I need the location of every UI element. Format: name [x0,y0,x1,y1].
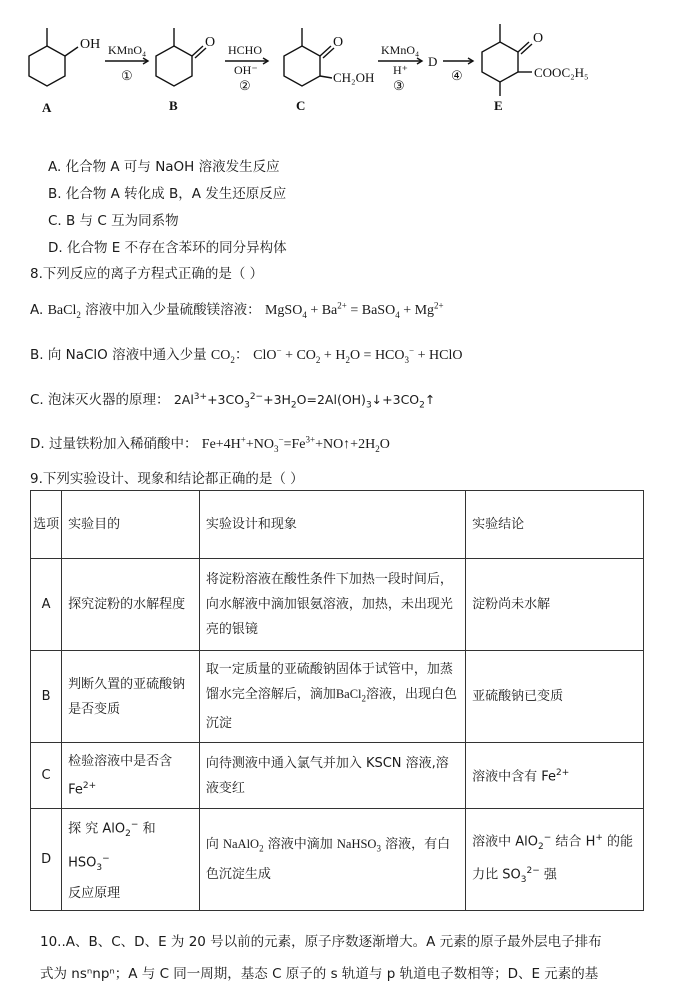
compound-b-structure [156,28,206,86]
table-row [31,559,644,651]
row-b-option: B [31,651,62,743]
q10-line-2: 式为 nsⁿnpⁿ；A 与 C 同一周期，基态 C 原子的 s 轨道与 p 轨道电子数相等；D、E 元素的基 [40,966,599,982]
row-b-purpose: 判断久置的亚硫酸钠是否变质 [62,651,200,743]
q8-b-prefix: B. 向 NaClO 溶液中通入少量 [30,347,207,363]
group-o-e: O [533,31,544,46]
row-a-design: 将淀粉溶液在酸性条件下加热一段时间后，向水解液中滴加银氨溶液，加热，未出现光亮的银镜 [199,559,465,651]
arrow2-reagent-bottom: OH⁻ [234,63,258,77]
compound-a-structure [29,28,78,86]
arrow2-reagent-top: HCHO [228,43,263,57]
table-row [31,809,644,911]
row-b-conclusion: 亚硫酸钠已变质 [466,651,644,743]
q8-stem: 8.下列反应的离子方程式正确的是（ ） [30,266,264,282]
arrow3-reagent-top: KMnO₄ [381,43,420,57]
q7-option-d: D. 化合物 E 不存在含苯环的同分异构体 [48,240,287,256]
q10-line-1: 10..A、B、C、D、E 为 20 号以前的元素，原子序数逐渐增大。A 元素的原子最外层电子排布 [40,934,602,950]
arrow3-step: ③ [393,78,405,93]
q9-stem: 9.下列实验设计、现象和结论都正确的是（ ） [30,471,304,487]
group-cooc2h5: COOC₂H₅ [534,65,589,80]
q7-option-b: B. 化合物 A 转化成 B，A 发生还原反应 [48,186,287,202]
row-a-conclusion: 淀粉尚未水解 [466,559,644,651]
group-o-b: O [205,35,216,50]
group-oh: OH [80,37,101,52]
row-a-option: A [31,559,62,651]
row-a-purpose: 探究淀粉的水解程度 [62,559,200,651]
q7-option-c: C. B 与 C 互为同系物 [48,213,179,229]
table-row [31,651,644,743]
group-ch2oh: CH₂OH [333,70,375,85]
row-c-design: 向待测液中通入氯气并加入 KSCN 溶液,溶液变红 [199,743,465,809]
row-c-purpose: 检验溶液中是否含 $Fe^{2+}$ [62,743,200,809]
arrow2-step: ② [239,78,251,93]
compound-c-structure [284,28,334,86]
row-c-option: C [31,743,62,809]
table-row [31,743,644,809]
reaction-scheme [0,0,693,130]
row-b-design: 取一定质量的亚硫酸钠固体于试管中，加蒸馏水完全溶解后，滴加BaCl$_2$溶液，出现白色沉淀 [199,651,465,743]
arrow1-step: ① [121,68,133,83]
q8-option-d: D. 过量铁粉加入稀硝酸中： $Fe+4H^++NO_3^-=Fe^{3+}+NO↑+2H_2O$ [30,434,390,454]
label-c: C [296,98,306,113]
row-d-option: D [31,809,62,911]
q8-a-prefix: A. [30,302,44,318]
q8-option-b: B. 向 NaClO 溶液中通入少量 $CO_2$： $ClO^- + CO_2 + H_2O = HCO_3^-$ + HClO [30,345,463,365]
label-e: E [494,98,503,113]
row-d-design: 向 NaAlO$_2$ 溶液中滴加 NaHSO$_3$ 溶液，有白色沉淀生成 [199,809,465,911]
q7-option-a: A. 化合物 A 可与 NaOH 溶液发生反应 [48,159,280,175]
group-o-c: O [333,35,344,50]
header-purpose: 实验目的 [62,491,200,559]
q8-a-text: 溶液中加入少量硫酸镁溶液： [85,302,261,318]
row-d-purpose: 探 究 AlO$_2$− 和 $HSO_3^-$ 反应原理 [62,809,200,911]
compound-e-structure [482,24,532,96]
q8-option-c: C. 泡沫灭火器的原理： $2Al^{3+}+3CO_3^{2-}+3H_2O=2Al(OH)_3↓+3CO_2↑$ [30,391,436,411]
row-d-conclusion: 溶液中 AlO$_2$− 结合 H+ 的能力比 $SO_3^{2-}$ 强 [466,809,644,911]
q8-d-text: D. 过量铁粉加入稀硝酸中： [30,436,198,452]
label-b: B [169,98,178,113]
table-header-row [31,491,644,559]
header-conclusion: 实验结论 [466,491,644,559]
experiment-table [30,490,644,911]
header-design: 实验设计和现象 [199,491,465,559]
label-d: D [428,54,438,69]
arrow4-step: ④ [451,68,463,83]
arrow3-reagent-bottom: H⁺ [393,63,408,77]
header-option: 选项 [31,491,62,559]
row-c-conclusion: 溶液中含有 $Fe^{2+}$ [466,743,644,809]
q8-c-text: C. 泡沫灭火器的原理： [30,392,170,408]
label-a: A [42,100,52,115]
q8-option-a: A. BaCl$_2$ 溶液中加入少量硫酸镁溶液： MgSO$_4$ + $Ba^{2+}$ = BaSO$_4$ + $Mg^{2+}$ [30,300,444,320]
arrow1-reagent-top: KMnO₄ [108,43,147,57]
